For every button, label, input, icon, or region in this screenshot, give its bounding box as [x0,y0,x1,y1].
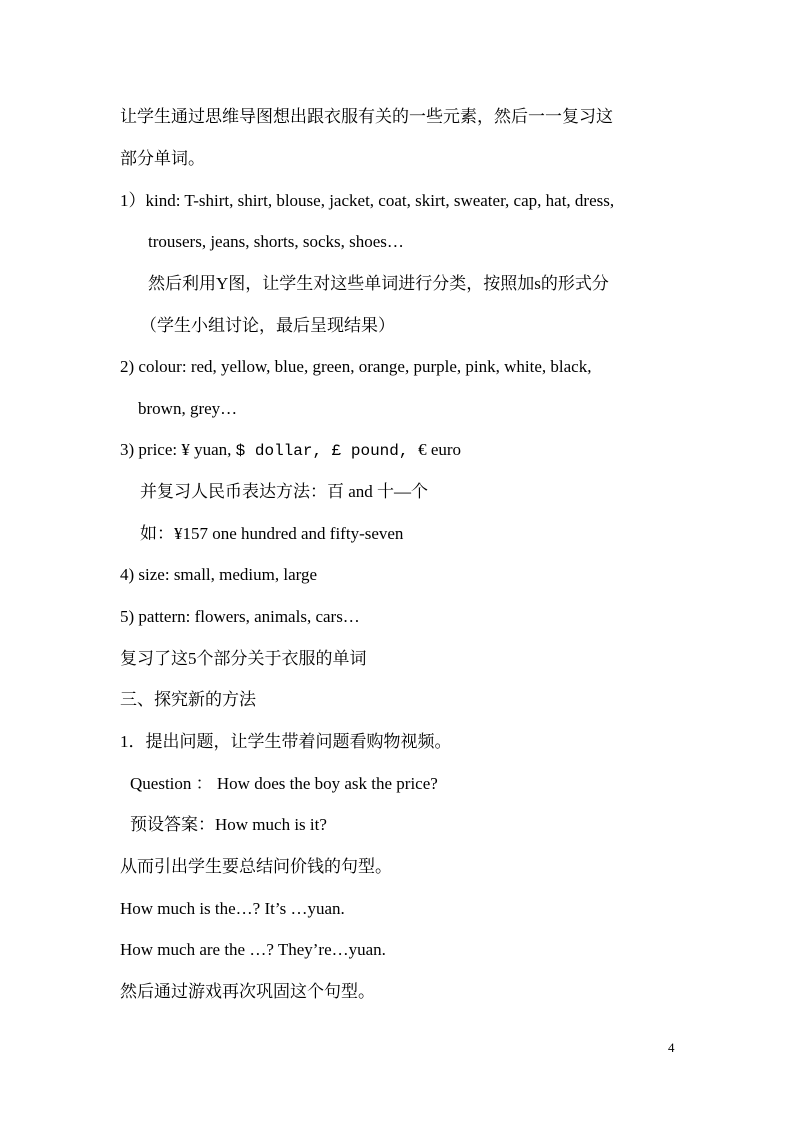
question-line: Question ： How does the boy ask the price? [130,774,438,793]
text-line: 1．提出问题，让学生带着问题看购物视频。 [120,732,452,751]
text-line: 从而引出学生要总结问价钱的句型。 [120,857,392,876]
list-item-size: 4) size: small, medium, large [120,565,318,584]
text-line: 并复习人民币表达方法：百 and 十—个 [140,482,429,501]
text-line: 然后利用Y图，让学生对这些单词进行分类，按照加s的形式分 [148,274,609,293]
text-line: 部分单词。 [120,149,205,168]
list-item-colour: 2) colour: red, yellow, blue, green, orange, purple, pink, white, black, [120,357,592,376]
section-heading: 三、探究新的方法 [120,690,256,709]
price-suffix: € euro [418,440,462,459]
text-line: 复习了这5个部分关于衣服的单词 [120,649,367,668]
text-line: brown, grey… [138,399,238,418]
sentence-pattern: How much are the …? They’re…yuan. [120,940,386,959]
list-item-price [120,438,461,462]
text-line: 如：¥157 one hundred and fifty-seven [140,524,404,543]
list-item-kind: 1）kind: T-shirt, shirt, blouse, jacket, coat, skirt, sweater, cap, hat, dress, [120,191,615,210]
answer-line: 预设答案：How much is it? [130,815,327,834]
sentence-pattern: How much is the…? It’s …yuan. [120,899,345,918]
text-line: 让学生通过思维导图想出跟衣服有关的一些元素，然后一一复习这 [120,107,613,126]
page-number: 4 [668,1040,675,1055]
price-currencies: $ dollar, £ pound, [235,442,419,460]
text-line: trousers, jeans, shorts, socks, shoes… [148,232,404,251]
price-prefix: 3) price: ¥ yuan, [120,440,236,459]
list-item-pattern: 5) pattern: flowers, animals, cars… [120,607,360,626]
text-line: （学生小组讨论，最后呈现结果） [140,316,395,335]
text-line: 然后通过游戏再次巩固这个句型。 [120,982,375,1001]
